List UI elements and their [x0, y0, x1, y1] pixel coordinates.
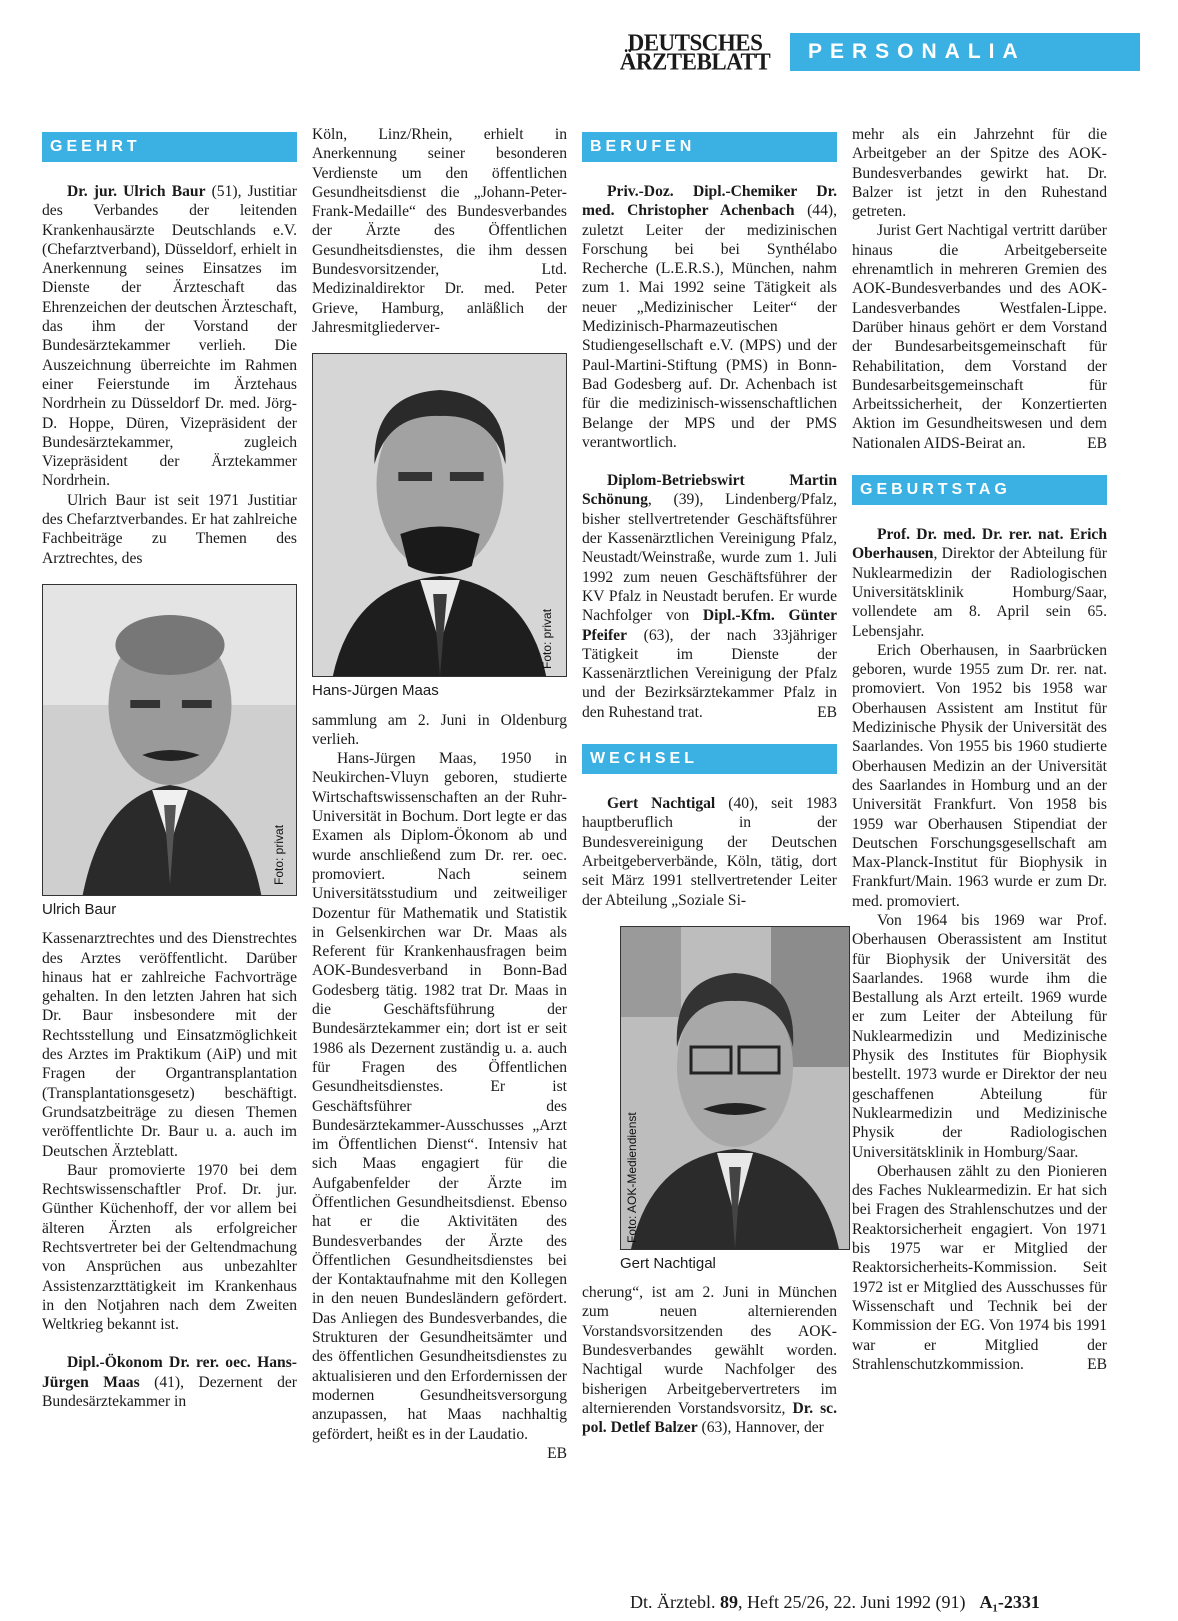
- article-baur-p3: Kassenarztrechtes und des Dienstrechtes des Arztes veröffentlicht. Darüber hinaus hat er zahlreiche Fachvorträge gehalten. In den letzten Jahren hat sich Dr. Baur insbesondere mit der Rechtsstellung und Einsatzmöglichkeit des Arztes im Praktikum (AiP) und mit Fragen der Organtransplantation (Transplantationsgesetz) beschäftigt. Grundsatzbeiträge zu diesen Themen veröffentlichte Dr. Baur u. a. auch im Deutschen Ärzteblatt.: [42, 930, 297, 1160]
- photo-credit: Foto: privat: [540, 609, 554, 670]
- article-maas-p2: sammlung am 2. Juni in Oldenburg verlieh.: [312, 711, 567, 748]
- article-achenbach: Priv.-Doz. Dipl.-Chemiker Dr. med. Christopher Achenbach (44), zuletzt Leiter der medizinischen Forschung bei bei Synthélabo Recherche (L.E.R.S.), München, nahm zum 1. Mai 1992 seine Tätigkeit als neuer „Medizinischer Leiter“ der Medizinisch-Pharmazeutischen Studiengesellschaft e.V. (MPS) und der Paul-Martini-Stiftung (PMS) in Bonn-Bad Godesberg auf. Dr. Achenbach ist für die medizinisch-wissenschaftlichen Belange der MPS und der PMS verantwortlich.: [582, 183, 837, 451]
- journal-citation: Dt. Ärztebl.: [630, 1592, 720, 1612]
- author-initials: EB: [1087, 434, 1107, 452]
- portrait-photo-baur: [42, 584, 297, 896]
- author-initials: EB: [547, 1444, 567, 1462]
- photo-credit: Foto: AOK-Mediendienst: [625, 1112, 639, 1243]
- article-maas-p1: Köln, Linz/Rhein, erhielt in Anerkennung seiner besonderen Verdienste um den öffentlichen Gesundheitsdienst die „Johann-Peter-Frank-Medaille“ des Bundesverbandes der Ärzte des Öffentlichen Gesundheitsdienstes, die ihm dessen Bundesvorsitzender, Ltd. Medizinaldirektor Dr. med. Peter Grieve, Hamburg, anläßlich der Jahresmitgliederver-: [312, 126, 567, 336]
- photo-credit: Foto: privat: [272, 824, 286, 885]
- portrait-image: [313, 354, 566, 676]
- section-label-geehrt: GEEHRT: [42, 132, 297, 162]
- page-footer: [630, 1592, 1140, 1613]
- column-4: [852, 125, 1107, 1374]
- article-baur-intro: Dr. jur. Ulrich Baur (51), Justitiar des Verbandes der leitenden Krankenhausärzte Deutschlands e.V. (Chefarztverband), Düsseldorf, erhielt in Anerkennung seines Einsatzes im Dienste der Ärzteschaft das Ehrenzeichen der deutschen Ärzteschaft, das ihm der Vorstand der Bundesärztekammer verlieh. Die Auszeichnung überreichte im Rahmen einer Feierstunde im Ärztehaus Nordrhein zu Düsseldorf Dr. med. Jörg-D. Hoppe, Düren, Vizepräsident der Bundesärztekammer, zugleich Vizepräsident der Ärztekammer Nordrhein.: [42, 183, 297, 490]
- column-2: [312, 125, 567, 1463]
- masthead-line2: ÄRZTEBLATT: [619, 48, 771, 75]
- section-label-geburtstag: GEBURTSTAG: [852, 475, 1107, 505]
- masthead-logo: [610, 29, 780, 75]
- article-oberhausen-p2: Erich Oberhausen, in Saarbrücken geboren, wurde 1955 zum Dr. rer. nat. promoviert. Von 1952 bis 1958 war Oberhausen Assistent am Institut für Medizinische Physik der Universität des Saarlandes. Von 1955 bis 1960 studierte Oberhausen Medizin an der Universität des Saarlandes in Homburg und an der Universität Frankfurt. Von 1958 bis 1959 war Oberhausen Stipendiat der Deutschen Forschungsgesellschaft am Max-Planck-Institut für Biophysik in Frankfurt/Main. 1963 wurde er zum Dr. med. promoviert.: [852, 641, 1107, 910]
- person-name: Dr. jur. Ulrich Baur: [67, 183, 206, 200]
- masthead-line1: DEUTSCHES: [627, 29, 763, 56]
- person-name: Prof. Dr. med. Dr. rer. nat. Erich Oberhausen: [852, 526, 1107, 563]
- article-baur-p2: Ulrich Baur ist seit 1971 Justitiar des Chefarztverbandes. Er hat zahlreiche Fachbeiträge zu Themen des Arztrechtes, des: [42, 491, 297, 567]
- section-label-wechsel: WECHSEL: [582, 744, 837, 774]
- portrait-photo-maas: [312, 353, 567, 677]
- portrait-photo-nachtigal: [620, 926, 850, 1250]
- photo-caption: Hans-Jürgen Maas: [312, 682, 439, 700]
- column-3: [582, 132, 837, 1437]
- article-maas-p3: Hans-Jürgen Maas, 1950 in Neukirchen-Vluyn geboren, studierte Wirtschaftswissenschaften an der Ruhr-Universität in Bochum. Dort legte er das Examen als Diplom-Ökonom ab und wurde anschließend zum Dr. rer. oec. promoviert. Nach seinem Universitätsstudium und zeitweiliger Dozentur für Mathematik und Statistik in Gelsenkirchen war Dr. Maas als Referent für Krankenhausfragen beim AOK-Bundesverband in Bonn-Bad Godesberg tätig. 1982 trat Dr. Maas in die Geschäftsführung der Bundesärztekammer ein; dort ist er seit 1986 als Dezernent zuständig u. a. auch für Fragen des Öffentlichen Gesundheitsdienstes. Er ist Geschäftsführer des Bundesärztekammer-Ausschusses „Arzt im Öffentlichen Dienst“. Intensiv hat sich Maas engagiert für die Aufgabenfelder der Ärzte im Öffentlichen Gesundheitsdienst. Ebenso hat er die Aktivitäten des Bundesverbandes der Ärzte des Öffentlichen Gesundheitsdienstes bei der Kontaktaufnahme mit den Kollegen in den neuen Bundesländern gefördert. Das Anliegen des Bundesverbandes, die Strukturen der Gesundheitsämter und des öffentlichen Gesundheitsdienstes zu aktualisieren und den Erfordernissen der modernen Gesundheitsversorgung anzupassen, hat Maas nachhaltig gefördert, heißt es in der Laudatio. EB: [312, 750, 567, 1462]
- person-name: Dr. sc. pol. Detlef Balzer: [582, 1399, 838, 1437]
- article-oberhausen-p3: Von 1964 bis 1969 war Prof. Oberhausen Oberassistent am Institut für Biophysik der Universität des Saarlandes. 1968 wurde ihm die Bestallung als Arzt erteilt. 1969 wurde er zum Leiter der Abteilung für Nuklearmedizin und Medizinische Physik des Institutes für Biophysik bestellt. 1973 wurde er Direktor der neu geschaffenen Abteilung für Nuklearmedizin und Medizinische Physik der Radiologischen Universitätsklinik in Homburg/Saar.: [852, 911, 1107, 1161]
- article-nachtigal-p3: mehr als ein Jahrzehnt für die Arbeitgeber an der Spitze des AOK-Bundesverbandes gewirkt hat. Dr. Balzer ist jetzt in den Ruhestand getreten.: [852, 126, 1107, 221]
- page-number: A₁-2331: [979, 1592, 1040, 1612]
- article-oberhausen-p4: Oberhausen zählt zu den Pionieren des Faches Nuklearmedizin. Er hat sich bei Fragen des Strahlenschutzes und der Reaktorsicherheit engagiert. Von 1971 bis 1975 war er Mitglied der Reaktorsicherheits-Kommission. Seit 1972 ist er Mitglied des Ausschusses für Wissenschaft und Technik bei der Kommission der EG. Von 1974 bis 1991 war er Mitglied der Strahlenschutzkommission. EB: [852, 1162, 1107, 1373]
- issue-date: , Heft 25/26, 22. Juni 1992 (91): [737, 1592, 966, 1612]
- author-initials: EB: [817, 703, 837, 721]
- article-nachtigal-intro: Gert Nachtigal (40), seit 1983 hauptberuflich in der Bundesvereinigung der Deutschen Arbeitgeberverbände, Köln, tätig, dort seit März 1991 stellvertretender Leiter der Abteilung „Soziale Si-: [582, 795, 838, 909]
- photo-caption: Ulrich Baur: [42, 900, 117, 918]
- article-schoenung: Diplom-Betriebswirt Martin Schönung, (39), Lindenberg/Pfalz, bisher stellvertretender Geschäftsführer der Kassenärztlichen Vereinigung Pfalz, Neustadt/Weinstraße, wurde zum 1. Juli 1992 zum neuen Geschäftsführer der KV Pfalz in Neustadt berufen. Er wurde Nachfolger von Dipl.-Kfm. Günter Pfeifer (63), der nach 33jähriger Tätigkeit im Dienste der Kassenärztlichen Vereinigung der Pfalz und der Bezirksärztekammer Pfalz in den Ruhestand trat. EB: [582, 472, 838, 721]
- article-oberhausen-intro: Prof. Dr. med. Dr. rer. nat. Erich Oberhausen, Direktor der Abteilung für Nuklearmedizin der Radiologischen Universitätsklinik Homburg/Saar, vollendete am 8. April sein 65. Lebensjahr.: [852, 526, 1107, 640]
- person-name: Diplom-Betriebswirt Martin Schönung: [582, 472, 837, 509]
- article-baur-p4: Baur promovierte 1970 bei dem Rechtswissenschaftler Prof. Dr. jur. Günther Küchenhoff, der vor allem bei älteren Ärzten als erfolgreicher Rechtsvertreter bei der Geltendmachung von Ansprüchen aus unbezahlter Assistenzarzttätigkeit im Krankenhaus in den Notjahren nach dem Zweiten Weltkrieg bekannt ist.: [42, 1161, 297, 1334]
- article-maas-intro: Dipl.-Ökonom Dr. rer. oec. Hans-Jürgen Maas (41), Dezernent der Bundesärztekammer in: [42, 1354, 297, 1411]
- person-name: Dipl.-Ökonom Dr. rer. oec. Hans-Jürgen Maas: [42, 1354, 297, 1391]
- column-1: [42, 132, 297, 1411]
- author-initials: EB: [1087, 1355, 1107, 1373]
- volume-number: 89: [719, 1592, 738, 1612]
- section-label-berufen: BERUFEN: [582, 132, 837, 162]
- portrait-image: [621, 927, 849, 1249]
- person-name: Dipl.-Kfm. Günter Pfeifer: [582, 607, 838, 644]
- article-nachtigal-p2: cherung“, ist am 2. Juni in München zum neuen alternierenden Vorstandsvorsitzenden des AOK-Bundesverbandes gewählt worden. Nachtigal wurde Nachfolger des bisherigen Arbeitgebervertreters im alternierenden Vorstandsvorsitz, Dr. sc. pol. Detlef Balzer (63), Hannover, der: [582, 1284, 838, 1437]
- person-name: Gert Nachtigal: [607, 795, 716, 813]
- person-name: Priv.-Doz. Dipl.-Chemiker Dr. med. Christopher Achenbach: [582, 183, 837, 220]
- portrait-image: [43, 585, 296, 895]
- article-nachtigal-p4: Jurist Gert Nachtigal vertritt darüber hinaus die Arbeitgeberseite ehrenamtlich in mehreren Gremien des AOK-Bundesverbandes und des AOK-Landesverbandes Westfalen-Lippe. Darüber hinaus gehört er dem Vorstand der Bundesarbeitsgemeinschaft für Rehabilitation, dem Vorstand der Bundesarbeitsgemeinschaft für Arbeitssicherheit, der Konzertierten Aktion im Gesundheitswesen und dem Nationalen AIDS-Beirat an. EB: [852, 222, 1107, 452]
- section-banner: PERSONALIA: [790, 33, 1140, 71]
- photo-caption: Gert Nachtigal: [620, 1254, 716, 1272]
